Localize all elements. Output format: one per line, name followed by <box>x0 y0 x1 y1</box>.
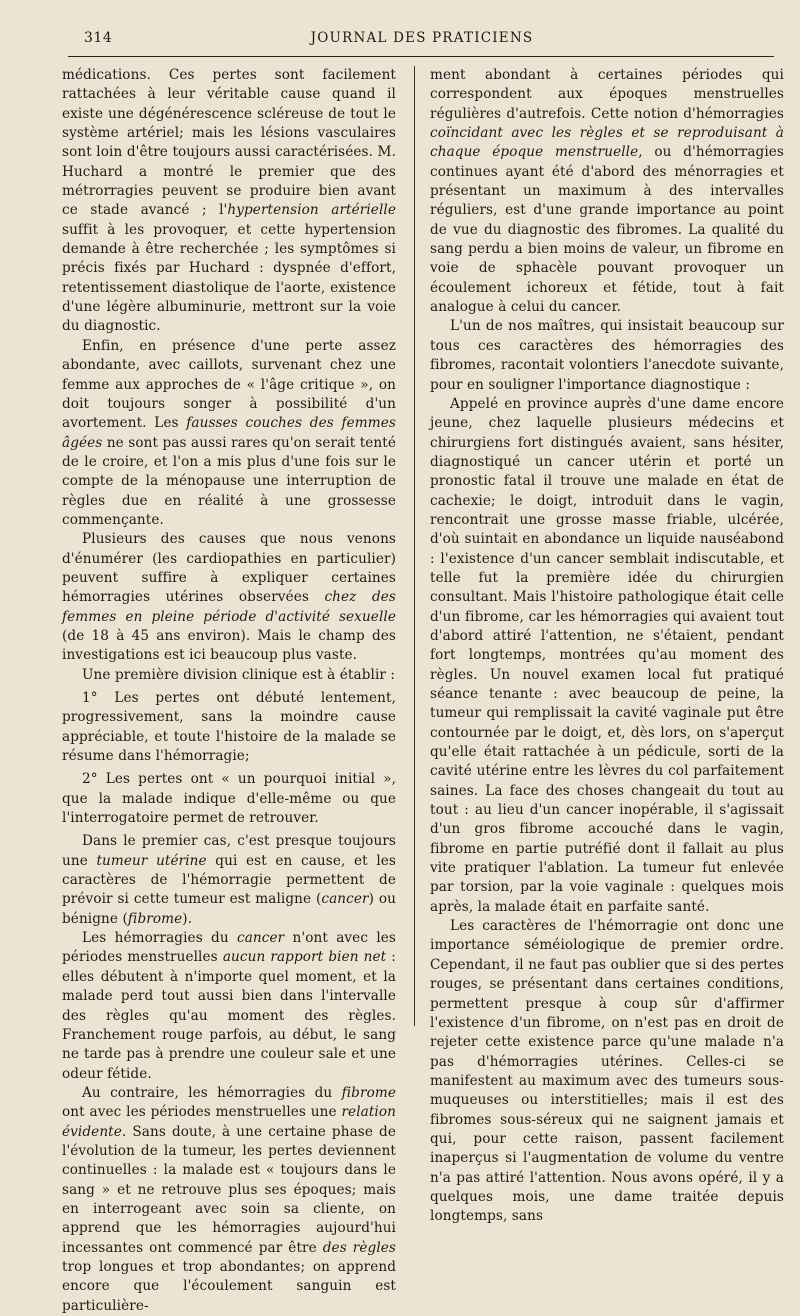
text-run: qui est en cause, et les caractères de l'hémorragie permettent de prévoir si cette tumeur est maligne ( <box>62 852 396 908</box>
italic-text: tumeur utérine <box>96 852 207 869</box>
italic-text: aucun rapport bien net <box>222 949 387 966</box>
text-run: L'un de nos maîtres, qui insistait beaucoup sur tous ces caractères des hémorragies des fibromes, racontait volontiers l'anecdote suivante, pour en souligner l'importance diagnostique : <box>430 318 784 393</box>
text-run: n'ont avec les périodes menstruelles <box>62 930 396 966</box>
italic-text: cancer <box>237 930 285 947</box>
paragraph <box>62 770 396 828</box>
paragraph <box>430 917 784 1227</box>
text-run: : elles débutent à n'importe quel moment, et la malade perd tout aussi bien dans l'intervalle des règles qu'au moment des règles. Franchement rouge parfois, au début, le sang ne tarde pas à prendre une couleur sale et une odeur fétide. <box>62 949 396 1082</box>
text-run: 2° Les pertes ont « un pourquoi initial », que la malade indique d'elle-même ou que l'interrogatoire permet de retrouver. <box>62 771 396 827</box>
text-run: ont avec les périodes menstruelles une <box>62 1104 342 1121</box>
paragraph <box>430 317 784 394</box>
text-run: médications. Ces pertes sont facilement rattachées à leur véritable cause quand il existe une dégénérescence scléreuse de tout le système artériel; mais les lésions vasculaires sont loin d'être toujours aussi caractérisées. M. Huchard a montré le premier que des métrorragies peuvent se produire bien avant ce stade avancé ; l' <box>62 67 396 219</box>
left-column <box>62 66 396 1314</box>
text-run: Plusieurs des causes que nous venons d'énumérer (les cardiopathies en particulier) peuvent suffire à expliquer certaines hémorragies utérines observées <box>62 531 396 606</box>
text-run: (de 18 à 45 ans environ). Mais le champ des investigations est ici beaucoup plus vaste. <box>62 627 396 664</box>
paragraph <box>430 395 784 917</box>
text-run: , ou d'hémorragies continues ayant été d'abord des ménorragies et présentant un maximum à des intervalles réguliers, est d'une grande importance au point de vue du diagnostic des fibromes. La qualité du sang perdu a bien moins de valeur, un fibrome en voie de sphacèle pouvant provoquer un écoulement ichoreux et fétide, tout à fait analogue à celui du cancer. <box>430 144 784 316</box>
text-run: ne sont pas aussi rares qu'on serait tenté de le croire, et l'on a mis plus d'une fois sur le compte de la ménopause une interruption de règles due en réalité à une grossesse commençante. <box>62 434 396 528</box>
italic-text: coïncidant avec les règles et se reproduisant à chaque époque menstruelle <box>430 125 784 161</box>
paragraph <box>62 929 396 1084</box>
text-run: Enfin, en présence d'une perte assez abondante, avec caillots, survenant chez une femme aux approches de « l'âge critique », on doit toujours songer à possibilité d'un avortement. Les <box>62 337 396 432</box>
paragraph <box>62 832 396 929</box>
italic-text: des règles <box>322 1239 396 1256</box>
running-title: JOURNAL DES PRATICIENS <box>310 30 534 46</box>
text-run: ment abondant à certaines périodes qui correspondent aux époques menstruelles régulières d'autrefois. Cette notion d'hémorragies <box>430 67 784 122</box>
text-run: ). <box>182 910 193 927</box>
paragraph <box>430 66 784 317</box>
paragraph <box>62 689 396 766</box>
column-divider <box>414 66 415 1026</box>
italic-text: chez des femmes en pleine période d'activité sexuelle <box>62 589 396 625</box>
italic-text: relation évidente <box>62 1104 396 1140</box>
text-run: trop longues et trop abondantes; on apprend encore que l'écoulement sanguin est particulière- <box>62 1258 396 1314</box>
italic-text: fibrome <box>127 910 183 927</box>
text-run: Une première division clinique est à établir : <box>82 666 396 683</box>
paragraph <box>62 1084 396 1316</box>
paragraph <box>62 530 396 665</box>
text-run: Dans le premier cas, c'est presque toujours une <box>62 833 396 869</box>
text-run: Les hémorragies du <box>82 930 237 947</box>
text-run: Au contraire, les hémorragies du <box>82 1084 342 1101</box>
paragraph <box>62 66 396 337</box>
text-run: Appelé en province auprès d'une dame encore jeune, chez laquelle plusieurs médecins et chirurgiens fort distingués avaient, sans hésiter, diagnostiqué un cancer utérin et porté un pronostic fatal il trouve une malade en état de cachexie; le doigt, introduit dans le vagin, rencontrait une grosse masse friable, ulcérée, d'où suintait en abondance un liquide nauséabond : l'existence d'un cancer semblait indiscutable, et telle fut la première idée du chirurgien consultant. Mais l'histoire pathologique était celle d'un fibrome, car les hémorragies qui avaient tout d'abord attiré l'attention, ne s'étaient, pendant fort longtemps, montrées qu'au moment des règles. Un nouvel examen local fut pratiqué séance tenante : avec beaucoup de peine, la tumeur qui remplissait la cavité vaginale put être contournée par le doigt, et, dès lors, on s'aperçut qu'elle était rattachée à un pédicule, sorti de la cavité utérine entre les lèvres du col parfaitement saines. La face des choses changeait du tout au tout : au lieu d'un cancer inopérable, il s'agissait d'un gros fibrome accouché dans le vagin, fibrome en partie putréfié dont il fallait au plus vite pratiquer l'ablation. La tumeur fut enlevée par torsion, par la voie vaginale : quelques mois après, la malade était en parfaite santé. <box>430 395 784 915</box>
text-run: 1° Les pertes ont débuté lentement, progressivement, sans la moindre cause appréciable, et toute l'histoire de la malade se résume dans l'hémorragie; <box>62 690 396 765</box>
page-number: 314 <box>84 30 113 46</box>
italic-text: fibrome <box>341 1084 396 1101</box>
paragraph <box>62 337 396 530</box>
paragraph <box>62 666 396 685</box>
header-rule <box>68 56 774 57</box>
text-run: . Sans doute, à une certaine phase de l'évolution de la tumeur, les pertes deviennent continuelles : la malade est « toujours dans le sang » et ne retrouve plus ses époques; mais en interrogeant avec soin sa cliente, on apprend que les hémorragies aujourd'hui incessantes ont commencé par être <box>62 1123 396 1256</box>
text-run: suffit à les provoquer, et cette hypertension demande à être recherchée ; les symptômes si précis fixés par Huchard : dyspnée d'effort, retentissement diastolique de l'aorte, existence d'une légère albuminurie, mettront sur la voie du diagnostic. <box>62 221 396 335</box>
italic-text: hypertension artérielle <box>227 202 396 219</box>
page-header <box>68 26 776 52</box>
italic-text: fausses couches des femmes âgées <box>62 415 396 451</box>
italic-text: cancer <box>321 891 369 908</box>
text-run: Les caractères de l'hémorragie ont donc une importance séméiologique de premier ordre. Cependant, il ne faut pas oublier que si des pertes rouges, se présentant dans certaines conditions, permettent presque à coup sûr d'affirmer l'existence d'un fibrome, on n'est pas en droit de rejeter cette existence parce qu'une malade n'a pas d'hémorragies utérines. Celles-ci se manifestent au maximum avec des tumeurs sous-muqueuses ou interstitielles; mais il est des fibromes sous-séreux qui ne saignent jamais et qui, pour cette raison, passent facilement inaperçus si l'augmentation de volume du ventre n'a pas attiré l'attention. Nous avons opéré, il y a quelques mois, une dame traitée depuis longtemps, sans <box>430 918 784 1225</box>
text-run: ) ou bénigne ( <box>62 891 396 927</box>
right-column <box>430 66 784 1225</box>
